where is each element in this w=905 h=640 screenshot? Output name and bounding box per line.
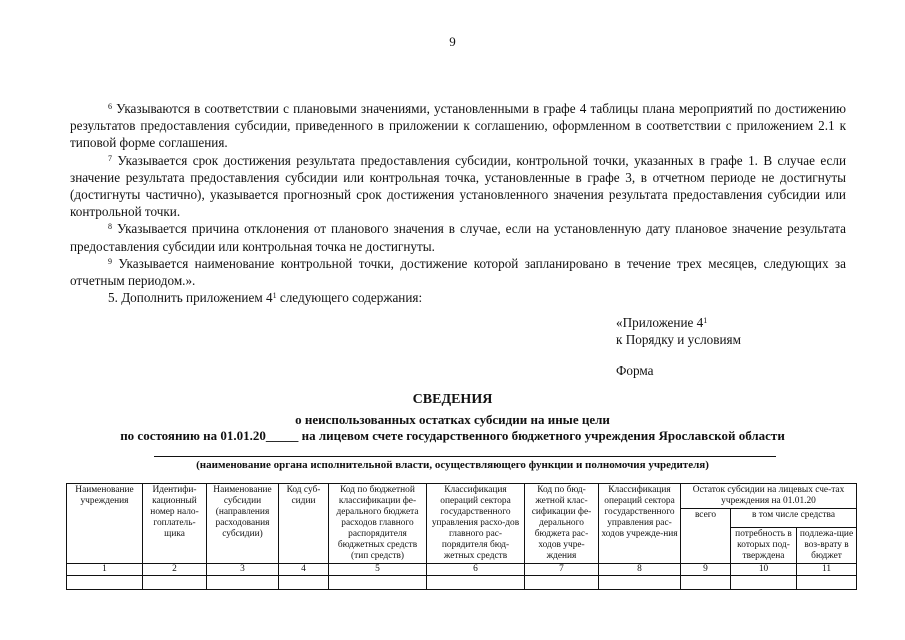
- col-number: 4: [279, 564, 329, 576]
- appendix-title: «Приложение 4: [616, 315, 704, 330]
- col-header: Наименование субсидии (направления расходования субсидии): [207, 484, 279, 564]
- col-header: Код по бюджетной классификации фе-дерального бюджета расходов главного распорядителя бюджетных средств (тип средств): [329, 484, 427, 564]
- col-number: 9: [681, 564, 731, 576]
- col-header: Наименование учреждения: [67, 484, 143, 564]
- appendix-reference: [616, 314, 741, 348]
- table-cell: [329, 576, 427, 590]
- col-number: 1: [67, 564, 143, 576]
- col-header: Идентифи-кационный номер нало-гоплатель-щика: [143, 484, 207, 564]
- col-number: 5: [329, 564, 427, 576]
- footnote-mark: 6: [108, 102, 112, 111]
- table-cell: [681, 576, 731, 590]
- footnote-text: Указывается причина отклонения от планового значения в случае, если на установленную дату плановое значение результата предоставления субсидии или контрольная точка не достигнуты.: [70, 221, 847, 254]
- appendix-subtitle: к Порядку и условиям: [616, 332, 741, 347]
- table-cell: [67, 576, 143, 590]
- footnote-mark: 7: [108, 153, 112, 163]
- table-cell: [797, 576, 857, 590]
- table-cell: [427, 576, 525, 590]
- balance-table: [66, 483, 857, 590]
- table-cell: [599, 576, 681, 590]
- footnote-text: Указываются в соответствии с плановыми значениями, установленными в графе 4 таблицы плана мероприятий по достижению результатов предоставления субсидии, приведенного в приложении к соглашению, оформленном в соответствии с приложением 2.1 к типовой форме соглашения.: [70, 101, 847, 151]
- footnotes: [70, 100, 846, 306]
- balance-header: Остаток субсидии на лицевых сче-тах учреждения на 01.01.20: [681, 484, 857, 509]
- table-cell: [525, 576, 599, 590]
- col-number: 7: [525, 564, 599, 576]
- footnote-9: [70, 255, 846, 289]
- form-label: Форма: [616, 363, 654, 378]
- instruction-sup: 1: [272, 291, 277, 301]
- confirmed-need-header: потребность в которых под-тверждена: [731, 528, 797, 564]
- table-row: [67, 576, 857, 590]
- document-title: СВЕДЕНИЯ: [412, 392, 493, 407]
- col-number: 6: [427, 564, 525, 576]
- page-number: 9: [449, 34, 456, 49]
- footnote-text: Указывается наименование контрольной точки, достижение которой запланировано в течение трех месяцев, следующих за отчетным периодом.».: [70, 255, 846, 289]
- table-cell: [731, 576, 797, 590]
- table-cell: [207, 576, 279, 590]
- footnote-7: [70, 152, 846, 221]
- footnote-mark: 8: [108, 222, 112, 232]
- table-cell: [279, 576, 329, 590]
- total-header: всего: [681, 509, 731, 564]
- appendix-sup: 1: [703, 316, 708, 325]
- footnote-mark: 9: [108, 256, 112, 266]
- col-number: 2: [143, 564, 207, 576]
- footnote-text: Указывается срок достижения результата предоставления субсидии, контрольной точки, указанных в графе 1. В случае если значение результата предоставления субсидии или контрольная точка, установленные в графе 3, в отчетном периоде не достигнуты (достигнуты частично), указывается прогнозный срок достижения установленного значения результата предоставления субсидии или контрольной точки.: [70, 152, 847, 220]
- including-header: в том числе средства: [731, 509, 857, 528]
- return-header: подлежа-щие воз-врату в бюджет: [797, 528, 857, 564]
- col-number: 8: [599, 564, 681, 576]
- org-caption: (наименование органа исполнительной власти, осуществляющего функции и полномочия учредителя): [196, 459, 709, 471]
- org-name-line: [154, 456, 776, 457]
- col-header: Классификация операций сектора государственного управления рас-ходов учрежде-ния: [599, 484, 681, 564]
- document-subtitle: о неиспользованных остатках субсидии на иные цели: [295, 412, 610, 427]
- col-number: 11: [797, 564, 857, 576]
- col-number: 3: [207, 564, 279, 576]
- col-header: Классификация операций сектора государственного управления расхо-дов главного рас-порядителя бюд-жетных средств: [427, 484, 525, 564]
- col-header: Код суб-сидии: [279, 484, 329, 564]
- instruction-text: 5. Дополнить приложением 4: [108, 290, 273, 306]
- footnote-6: [70, 100, 846, 152]
- col-number: 10: [731, 564, 797, 576]
- table-cell: [143, 576, 207, 590]
- document-date-line: по состоянию на 01.01.20_____ на лицевом счете государственного бюджетного учреждения Ярославской области: [120, 428, 785, 443]
- footnote-8: [70, 220, 846, 254]
- col-header: Код по бюд-жетной клас-сификации фе-дерального бюджета рас-ходов учре-ждения: [525, 484, 599, 564]
- instruction-text-end: следующего содержания:: [276, 290, 423, 306]
- instruction-paragraph: [70, 289, 846, 306]
